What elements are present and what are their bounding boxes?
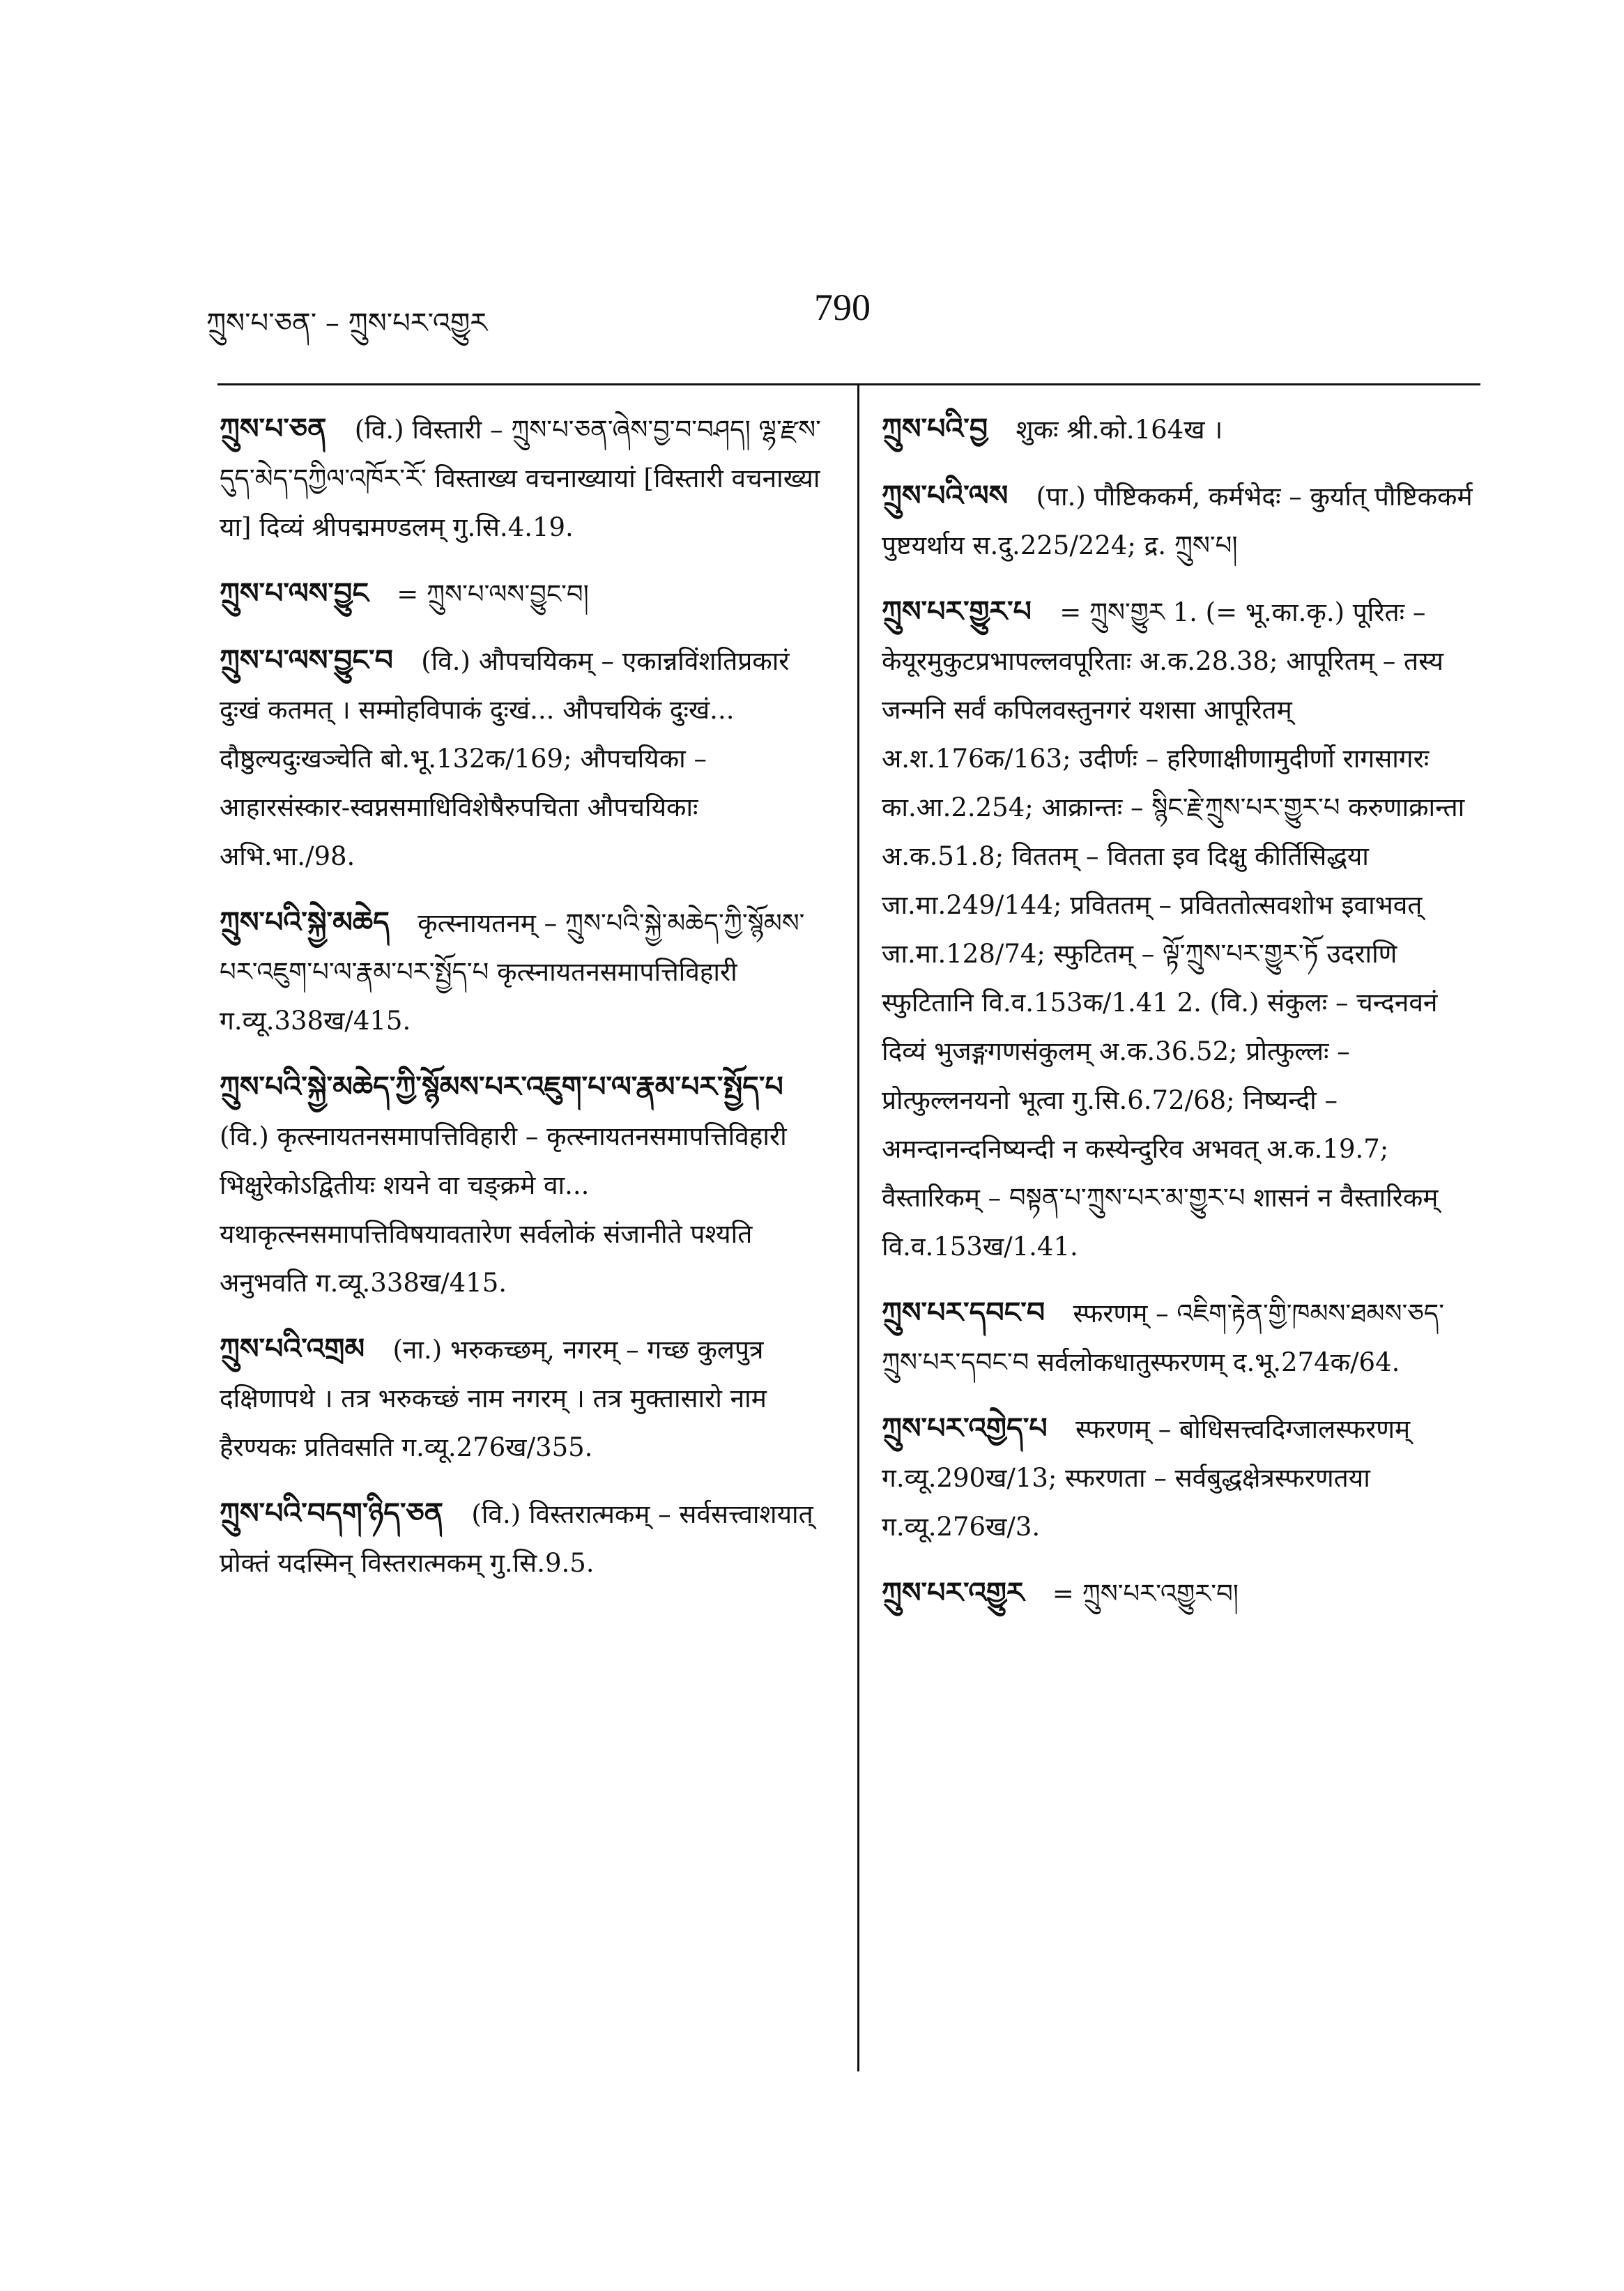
dictionary-entry xyxy=(882,1404,1478,1551)
entry-body: स्फरणम् – बोधिसत्त्वदिग्जालस्फरणम् ग.व्यू.290ख/13; स्फरणता – सर्वबुद्धक्षेत्रस्फरणतया ग.व्यू.276ख/3. xyxy=(882,1414,1411,1542)
entry-body: स्फरणम् – འཇིག་རྟེན་གྱི་ཁམས་ཐམས་ཅད་ཀྲུས་པར་དབང་བ सर्वलोकधातुस्फरणम् द.भू.274क/64. xyxy=(882,1298,1444,1377)
column-divider xyxy=(857,385,859,2071)
entry-headword: ཀྲུས་པའི་འགྲམ xyxy=(220,1332,385,1365)
entry-body: = ཀྲུས་པར་འགྱུར་བ། xyxy=(1052,1579,1239,1609)
entry-headword: ཀྲུས་པའི་སྐྱེ་མཆེད་ཀྱི་སྙོམས་པར་འཇུག་པ་ལ་རྣམ་པར་སྤྱོད་པ xyxy=(220,1070,804,1103)
entry-headword: ཀྲུས་པར་འགྱུར xyxy=(882,1576,1045,1609)
entry-body: (ना.) भरुकच्छम्, नगरम् – गच्छ कुलपुत्र दक्षिणापथे । तत्र भरुकच्छं नाम नगरम् । तत्र मुक्तासारो नाम हैरण्यकः प्रतिवसति ग.व्यू.276ख/355. xyxy=(220,1335,767,1462)
dictionary-entry xyxy=(220,1489,833,1588)
entry-body: (वि.) विस्तरात्मकम् – सर्वसत्त्वाशयात् प्रोक्तं यदस्मिन् विस्तरात्मकम् गु.सि.9.5. xyxy=(220,1499,813,1578)
entry-body: (वि.) कृत्स्नायतनसमापत्तिविहारी – कृत्स्नायतनसमापत्तिविहारी भिक्षुरेकोऽद्वितीयः शयने वा चङ्क्रमे वा... यथाकृत्स्नसमापत्तिविषयावतारेण सर्वलोकं संजानीते पश्यति अनुभवति ग.व्यू.338ख/415. xyxy=(220,1121,787,1298)
entry-body: = ཀྲུས་པ་ལས་བྱུང་བ། xyxy=(397,579,589,609)
entry-body: (पा.) पौष्टिककर्म, कर्मभेदः – कुर्यात् पौष्टिककर्म पुष्टयर्थाय स.दु.225/224; द्र. ཀྲུས་པ། xyxy=(882,482,1473,560)
entry-headword: ཀྲུས་པར་འགྱེད་པ xyxy=(882,1411,1068,1445)
dictionary-entry xyxy=(882,471,1478,570)
entry-body: कृत्स्नायतनम् – ཀྲུས་པའི་སྐྱེ་མཆེད་ཀྱི་སྙོམས་པར་འཇུག་པ་ལ་རྣམ་པར་སྤྱོད་པ कृत्स्नायतनसमापत्तिविहारी ग.व्यू.338ख/415. xyxy=(220,908,805,1036)
page-number: 790 xyxy=(814,286,871,328)
dictionary-entry xyxy=(882,1568,1478,1618)
entry-body: (वि.) विस्तारी – ཀྲུས་པ་ཅན་ཞེས་བྱ་བ་བཤད། ལྷ་རྫས་དུད་མེད་དཀྱིལ་འཁོར་རོ་ विस्ताख्य वचनाख्यायां [विस्तारी वचनाख्या या] दिव्यं श्रीपद्ममण्डलम् गु.सि.4.19. xyxy=(220,415,821,542)
dictionary-entry xyxy=(882,404,1478,454)
header-rule xyxy=(217,383,1480,385)
dictionary-entry xyxy=(220,1324,833,1472)
entry-headword: ཀྲུས་པར་གྱུར་པ xyxy=(882,595,1052,628)
running-header: ཀྲུས་པ་ཅན་ – ཀྲུས་པར་འགྱུར xyxy=(206,307,488,339)
dictionary-entry xyxy=(882,1288,1478,1387)
entry-headword: ཀྲུས་པའི་བདག་ཉིད་ཅན xyxy=(220,1496,464,1530)
dictionary-entry xyxy=(220,898,833,1045)
entry-body: (वि.) औपचयिकम् – एकान्नविंशतिप्रकारं दुःखं कतमत् । सम्मोहविपाकं दुःखं... औपचयिकं दुःखं... दौष्ठुल्यदुःखञ्चेति बो.भू.132क/169; औपचयिका – आहारसंस्कार-स्वप्नसमाधिविशेषैरुपचिता औपचयिकाः अभि.भा./98. xyxy=(220,646,790,871)
right-column xyxy=(882,404,1478,1635)
entry-headword: ཀྲུས་པ་ཅན xyxy=(220,412,347,445)
entry-headword: ཀྲུས་པའི་སྐྱེ་མཆེད xyxy=(220,905,410,939)
entry-headword: ཀྲུས་པ་ལས་བྱུང་བ xyxy=(220,643,413,677)
dictionary-entry xyxy=(882,587,1478,1271)
left-column xyxy=(220,404,833,1604)
dictionary-entry xyxy=(220,1062,833,1308)
entry-body: शुकः श्री.को.164ख । xyxy=(1016,415,1223,445)
dictionary-entry xyxy=(220,636,833,881)
entry-headword: ཀྲུས་པའི་བྱ xyxy=(882,412,1008,445)
entry-headword: ཀྲུས་པའི་ལས xyxy=(882,479,1028,512)
entry-headword: ཀྲུས་པར་དབང་བ xyxy=(882,1296,1065,1329)
entry-headword: ཀྲུས་པ་ལས་བྱུང xyxy=(220,576,389,610)
dictionary-entry xyxy=(220,569,833,619)
entry-body: = ཀྲུས་གྱུར 1. (= भू.का.कृ.) पूरितः – केयूरमुकुटप्रभापल्लवपूरिताः अ.क.28.38; आपूरितम् – तस्य जन्मनि सर्वं कपिलवस्तुनगरं यशसा आपूरितम् अ.श.176क/163; उदीर्णः – हरिणाक्षीणामुदीर्णो रागसागरः का.आ.2.254; आक्रान्तः – སྙིང་རྗེ་ཀྲུས་པར་གྱུར་པ करुणाक्रान्ता अ.क.51.8; विततम् – वितता इव दिक्षु कीर्तिसिद्धया जा.मा.249/144; प्रविततम् – प्रविततोत्सवशोभ इवाभवत् जा.मा.128/74; स्फुटितम् – ལྟོ་ཀྲུས་པར་གྱུར་ཏོ उदराणि स्फुटितानि वि.व.153क/1.41 2. (वि.) संकुलः – चन्दनवनं दिव्यं भुजङ्गगणसंकुलम् अ.क.36.52; प्रोत्फुल्लः – प्रोत्फुल्लनयनो भूत्वा गु.सि.6.72/68; निष्यन्दी – अमन्दानन्दनिष्यन्दी न कस्येन्दुरिव अभवत् अ.क.19.7; वैस्तारिकम् – བསྟན་པ་ཀྲུས་པར་མ་གྱུར་པ शासनं न वैस्तारिकम् वि.व.153ख/1.41. xyxy=(882,597,1465,1262)
dictionary-entry xyxy=(220,404,833,552)
